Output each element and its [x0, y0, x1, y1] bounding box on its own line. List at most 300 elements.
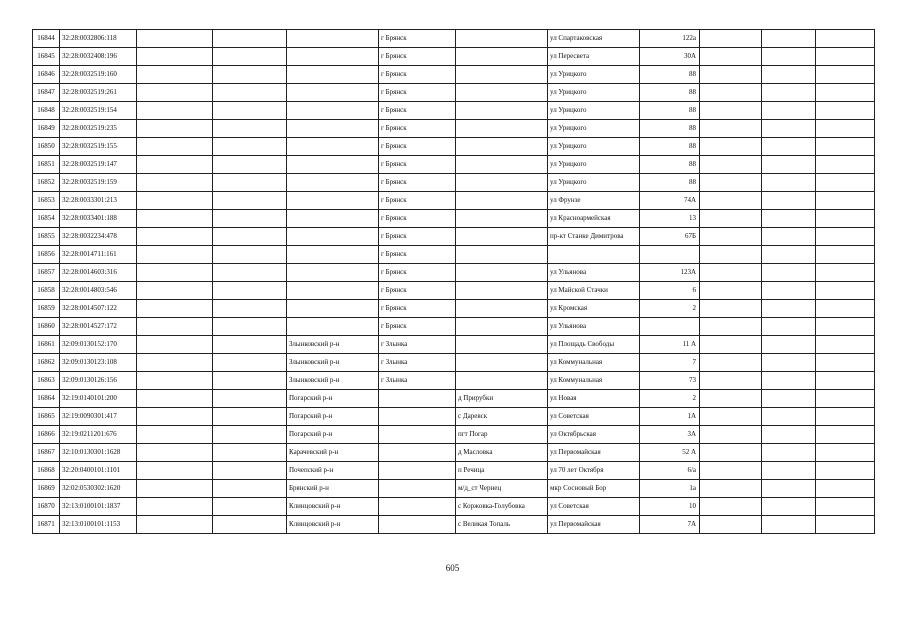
cell-col-4 [213, 228, 287, 246]
cell-house: 122а [640, 30, 700, 48]
cell-settlement: с Коржовка-Голубовка [456, 498, 548, 516]
cell-city: г Брянск [379, 282, 456, 300]
cell-city [379, 516, 456, 534]
cell-col-12 [816, 174, 875, 192]
cell-district: Карачевский р-н [287, 444, 379, 462]
cell-house: 88 [640, 156, 700, 174]
cell-col-12 [816, 138, 875, 156]
cell-col-3 [137, 66, 213, 84]
cell-house: 2 [640, 300, 700, 318]
cell-cadastral-number: 32:28:0032234:478 [60, 228, 137, 246]
table-row [33, 66, 875, 84]
cell-col-12 [816, 228, 875, 246]
cell-street: ул Урицкого [548, 156, 640, 174]
cell-street: ул Спартаковская [548, 30, 640, 48]
cell-settlement: м/д_ст Чернец [456, 480, 548, 498]
cell-cadastral-number: 32:19:0140101:200 [60, 390, 137, 408]
table-row [33, 102, 875, 120]
cell-col-11 [762, 426, 816, 444]
cell-col-11 [762, 390, 816, 408]
table-row [33, 282, 875, 300]
cell-col-12 [816, 66, 875, 84]
cell-cadastral-number: 32:13:0100101:1153 [60, 516, 137, 534]
cell-settlement [456, 192, 548, 210]
cell-col-12 [816, 516, 875, 534]
cell-col-4 [213, 156, 287, 174]
cell-house: 88 [640, 102, 700, 120]
cell-house: 88 [640, 66, 700, 84]
cell-house: 1а [640, 480, 700, 498]
registry-table-body [33, 30, 875, 534]
cell-settlement: с Даревск [456, 408, 548, 426]
cell-col-11 [762, 408, 816, 426]
cell-col-3 [137, 372, 213, 390]
cell-city: г Брянск [379, 84, 456, 102]
cell-settlement [456, 210, 548, 228]
cell-col-10 [700, 480, 762, 498]
cell-col-12 [816, 120, 875, 138]
cell-col-11 [762, 228, 816, 246]
cell-col-11 [762, 480, 816, 498]
cell-cadastral-number: 32:28:0032408:196 [60, 48, 137, 66]
cell-street: ул Первомайская [548, 516, 640, 534]
cell-settlement [456, 102, 548, 120]
cell-row-number: 16856 [33, 246, 60, 264]
cell-col-10 [700, 336, 762, 354]
cell-city: г Злынка [379, 372, 456, 390]
cell-row-number: 16855 [33, 228, 60, 246]
cell-house: 30А [640, 48, 700, 66]
cell-col-10 [700, 66, 762, 84]
cell-house [640, 318, 700, 336]
table-row [33, 174, 875, 192]
cell-city: г Брянск [379, 48, 456, 66]
cell-house: 88 [640, 174, 700, 192]
cell-col-11 [762, 462, 816, 480]
cell-col-4 [213, 336, 287, 354]
cell-col-11 [762, 120, 816, 138]
cell-col-4 [213, 282, 287, 300]
cell-col-12 [816, 48, 875, 66]
cell-street: пр-кт Станке Димитрова [548, 228, 640, 246]
cell-col-12 [816, 354, 875, 372]
cell-col-3 [137, 282, 213, 300]
cell-city: г Брянск [379, 300, 456, 318]
cell-col-3 [137, 246, 213, 264]
cell-district: Брянский р-н [287, 480, 379, 498]
cell-col-3 [137, 390, 213, 408]
cell-col-10 [700, 408, 762, 426]
cell-col-12 [816, 192, 875, 210]
cell-col-12 [816, 300, 875, 318]
cell-col-4 [213, 120, 287, 138]
cell-col-10 [700, 174, 762, 192]
cell-district [287, 210, 379, 228]
cell-district [287, 138, 379, 156]
cell-row-number: 16867 [33, 444, 60, 462]
table-row [33, 138, 875, 156]
cell-settlement [456, 174, 548, 192]
cell-city: г Злынка [379, 354, 456, 372]
cell-row-number: 16860 [33, 318, 60, 336]
cell-col-12 [816, 444, 875, 462]
cell-row-number: 16857 [33, 264, 60, 282]
table-row [33, 462, 875, 480]
cell-col-12 [816, 210, 875, 228]
cell-street: ул Красноармейская [548, 210, 640, 228]
cell-house: 73 [640, 372, 700, 390]
cell-col-3 [137, 174, 213, 192]
cell-settlement [456, 120, 548, 138]
cell-street: ул Советская [548, 498, 640, 516]
cell-col-11 [762, 192, 816, 210]
cell-row-number: 16849 [33, 120, 60, 138]
cell-col-11 [762, 264, 816, 282]
cell-col-4 [213, 138, 287, 156]
cell-col-11 [762, 210, 816, 228]
cell-street: ул Коммунальная [548, 372, 640, 390]
cell-col-10 [700, 282, 762, 300]
cell-cadastral-number: 32:19:0090301:417 [60, 408, 137, 426]
cell-col-12 [816, 30, 875, 48]
cell-col-11 [762, 246, 816, 264]
cell-col-12 [816, 372, 875, 390]
cell-street: ул Урицкого [548, 120, 640, 138]
cell-settlement [456, 318, 548, 336]
cell-col-10 [700, 300, 762, 318]
cell-cadastral-number: 32:28:0014507:122 [60, 300, 137, 318]
cell-city: г Злынка [379, 336, 456, 354]
cell-cadastral-number: 32:28:0032519:155 [60, 138, 137, 156]
cell-district [287, 264, 379, 282]
table-row [33, 444, 875, 462]
cell-district [287, 84, 379, 102]
cell-row-number: 16870 [33, 498, 60, 516]
cell-city: г Брянск [379, 318, 456, 336]
cell-col-10 [700, 84, 762, 102]
cell-col-12 [816, 264, 875, 282]
cell-col-10 [700, 498, 762, 516]
cell-district [287, 102, 379, 120]
table-row [33, 372, 875, 390]
cell-col-11 [762, 300, 816, 318]
cell-district: Клинцовский р-н [287, 516, 379, 534]
cell-col-4 [213, 210, 287, 228]
cell-district [287, 282, 379, 300]
cell-house: 2 [640, 390, 700, 408]
cell-house: 123А [640, 264, 700, 282]
cell-row-number: 16844 [33, 30, 60, 48]
cell-city: г Брянск [379, 138, 456, 156]
cell-col-11 [762, 156, 816, 174]
cell-row-number: 16871 [33, 516, 60, 534]
cell-city: г Брянск [379, 192, 456, 210]
cell-col-10 [700, 426, 762, 444]
table-row [33, 498, 875, 516]
cell-cadastral-number: 32:28:0014803:546 [60, 282, 137, 300]
cell-house: 11 А [640, 336, 700, 354]
cell-settlement: пгт Погар [456, 426, 548, 444]
cell-street: ул Пересвета [548, 48, 640, 66]
cell-col-3 [137, 264, 213, 282]
cell-house: 52 А [640, 444, 700, 462]
cell-col-4 [213, 84, 287, 102]
cell-col-4 [213, 354, 287, 372]
cell-district [287, 120, 379, 138]
cell-col-3 [137, 408, 213, 426]
cell-col-3 [137, 192, 213, 210]
cell-col-3 [137, 498, 213, 516]
cell-row-number: 16869 [33, 480, 60, 498]
cell-settlement: п Речица [456, 462, 548, 480]
cell-col-12 [816, 318, 875, 336]
cell-row-number: 16848 [33, 102, 60, 120]
cell-col-4 [213, 30, 287, 48]
cell-row-number: 16863 [33, 372, 60, 390]
cell-col-4 [213, 48, 287, 66]
cell-row-number: 16859 [33, 300, 60, 318]
cell-district: Злынковский р-н [287, 354, 379, 372]
cell-col-4 [213, 300, 287, 318]
cell-col-3 [137, 84, 213, 102]
table-row [33, 480, 875, 498]
cell-col-11 [762, 282, 816, 300]
cell-settlement [456, 282, 548, 300]
cell-col-11 [762, 30, 816, 48]
cell-col-4 [213, 102, 287, 120]
cell-district [287, 66, 379, 84]
cell-row-number: 16851 [33, 156, 60, 174]
cell-col-10 [700, 246, 762, 264]
cell-col-12 [816, 102, 875, 120]
cell-col-12 [816, 408, 875, 426]
page-number: 605 [445, 563, 460, 573]
table-row [33, 300, 875, 318]
table-row [33, 228, 875, 246]
cell-col-12 [816, 336, 875, 354]
cell-col-3 [137, 426, 213, 444]
cell-col-10 [700, 156, 762, 174]
cell-col-3 [137, 228, 213, 246]
cell-cadastral-number: 32:28:0014603:316 [60, 264, 137, 282]
cell-col-4 [213, 408, 287, 426]
cell-city [379, 498, 456, 516]
cell-district [287, 246, 379, 264]
cell-city: г Брянск [379, 120, 456, 138]
cell-col-10 [700, 30, 762, 48]
cell-col-3 [137, 480, 213, 498]
cell-city [379, 426, 456, 444]
cell-district: Злынковский р-н [287, 336, 379, 354]
cell-cadastral-number: 32:28:0033301:213 [60, 192, 137, 210]
cell-settlement [456, 264, 548, 282]
cell-city: г Брянск [379, 66, 456, 84]
cell-street: ул Урицкого [548, 138, 640, 156]
cell-street: ул Коммунальная [548, 354, 640, 372]
table-row [33, 390, 875, 408]
cell-settlement [456, 66, 548, 84]
cell-house: 10 [640, 498, 700, 516]
cell-street: ул Урицкого [548, 66, 640, 84]
cell-row-number: 16866 [33, 426, 60, 444]
table-row [33, 318, 875, 336]
cell-settlement: д Прирубки [456, 390, 548, 408]
cell-col-10 [700, 192, 762, 210]
cell-district [287, 318, 379, 336]
cell-city: г Брянск [379, 174, 456, 192]
table-row [33, 156, 875, 174]
cell-street: ул Урицкого [548, 174, 640, 192]
cell-row-number: 16852 [33, 174, 60, 192]
cell-col-12 [816, 480, 875, 498]
cell-row-number: 16846 [33, 66, 60, 84]
cell-district: Погарский р-н [287, 390, 379, 408]
cell-street: ул Кромская [548, 300, 640, 318]
cell-district [287, 300, 379, 318]
cell-city: г Брянск [379, 30, 456, 48]
cell-street: ул Майской Стачки [548, 282, 640, 300]
cell-cadastral-number: 32:28:0033401:188 [60, 210, 137, 228]
cell-col-11 [762, 372, 816, 390]
cell-cadastral-number: 32:20:0400101:1101 [60, 462, 137, 480]
cell-city: г Брянск [379, 210, 456, 228]
cell-cadastral-number: 32:13:0100101:1837 [60, 498, 137, 516]
cell-row-number: 16868 [33, 462, 60, 480]
cell-district: Почепский р-н [287, 462, 379, 480]
cell-city [379, 444, 456, 462]
cell-row-number: 16847 [33, 84, 60, 102]
cell-city: г Брянск [379, 264, 456, 282]
cell-cadastral-number: 32:09:0130126:156 [60, 372, 137, 390]
cell-col-12 [816, 156, 875, 174]
cell-settlement [456, 138, 548, 156]
cell-col-3 [137, 102, 213, 120]
cell-street: ул Новая [548, 390, 640, 408]
cell-cadastral-number: 32:09:0130152:170 [60, 336, 137, 354]
cell-street: ул 70 лет Октября [548, 462, 640, 480]
cell-street: ул Площадь Свободы [548, 336, 640, 354]
cell-row-number: 16862 [33, 354, 60, 372]
cell-col-10 [700, 264, 762, 282]
cell-col-11 [762, 498, 816, 516]
cell-col-11 [762, 84, 816, 102]
table-row [33, 120, 875, 138]
cell-col-3 [137, 48, 213, 66]
cell-settlement [456, 246, 548, 264]
cell-col-3 [137, 318, 213, 336]
cell-settlement [456, 84, 548, 102]
cell-col-4 [213, 264, 287, 282]
cell-cadastral-number: 32:28:0032519:261 [60, 84, 137, 102]
table-row [33, 264, 875, 282]
cell-cadastral-number: 32:28:0032519:147 [60, 156, 137, 174]
cell-street: ул Фрунзе [548, 192, 640, 210]
table-row [33, 354, 875, 372]
cell-city: г Брянск [379, 102, 456, 120]
cell-street: ул Советская [548, 408, 640, 426]
cell-street: ул Первомайская [548, 444, 640, 462]
cell-col-4 [213, 66, 287, 84]
cell-col-4 [213, 372, 287, 390]
cell-city [379, 408, 456, 426]
cell-col-3 [137, 210, 213, 228]
cell-settlement [456, 300, 548, 318]
cell-settlement [456, 336, 548, 354]
cell-col-4 [213, 462, 287, 480]
table-row [33, 48, 875, 66]
cell-col-4 [213, 246, 287, 264]
cell-street: ул Урицкого [548, 102, 640, 120]
cell-col-10 [700, 102, 762, 120]
cell-city: г Брянск [379, 228, 456, 246]
cell-street: мкр Сосновый Бор [548, 480, 640, 498]
cell-row-number: 16861 [33, 336, 60, 354]
cell-row-number: 16865 [33, 408, 60, 426]
cell-row-number: 16850 [33, 138, 60, 156]
cell-city [379, 462, 456, 480]
cell-col-10 [700, 462, 762, 480]
cell-col-10 [700, 516, 762, 534]
cell-cadastral-number: 32:09:0130123:108 [60, 354, 137, 372]
cell-col-3 [137, 156, 213, 174]
cell-district: Злынковский р-н [287, 372, 379, 390]
cell-settlement [456, 156, 548, 174]
cell-row-number: 16853 [33, 192, 60, 210]
cell-street: ул Урицкого [548, 84, 640, 102]
cell-house: 88 [640, 84, 700, 102]
cell-house: 3А [640, 426, 700, 444]
cell-col-10 [700, 372, 762, 390]
cell-cadastral-number: 32:28:0032519:154 [60, 102, 137, 120]
registry-table [32, 29, 875, 534]
cell-col-11 [762, 354, 816, 372]
cell-house: 13 [640, 210, 700, 228]
cell-street: ул Ульянова [548, 318, 640, 336]
table-row [33, 516, 875, 534]
cell-col-4 [213, 516, 287, 534]
cell-street [548, 246, 640, 264]
cell-col-10 [700, 318, 762, 336]
table-row [33, 426, 875, 444]
cell-city: г Брянск [379, 156, 456, 174]
cell-district [287, 156, 379, 174]
cell-col-4 [213, 498, 287, 516]
cell-col-3 [137, 300, 213, 318]
cell-cadastral-number: 32:02:0530302:1620 [60, 480, 137, 498]
cell-house: 67Б [640, 228, 700, 246]
cell-col-11 [762, 138, 816, 156]
cell-district [287, 228, 379, 246]
cell-district [287, 30, 379, 48]
table-row [33, 84, 875, 102]
cell-col-11 [762, 48, 816, 66]
cell-cadastral-number: 32:28:0032519:159 [60, 174, 137, 192]
cell-city: г Брянск [379, 246, 456, 264]
cell-col-12 [816, 246, 875, 264]
cell-col-11 [762, 66, 816, 84]
table-row [33, 192, 875, 210]
cell-col-4 [213, 390, 287, 408]
cell-cadastral-number: 32:10:0130301:1628 [60, 444, 137, 462]
cell-col-12 [816, 390, 875, 408]
cell-street: ул Октябрьская [548, 426, 640, 444]
cell-col-12 [816, 84, 875, 102]
cell-col-3 [137, 138, 213, 156]
cell-settlement: с Великая Топаль [456, 516, 548, 534]
cell-col-10 [700, 48, 762, 66]
cell-col-3 [137, 354, 213, 372]
cell-house [640, 246, 700, 264]
